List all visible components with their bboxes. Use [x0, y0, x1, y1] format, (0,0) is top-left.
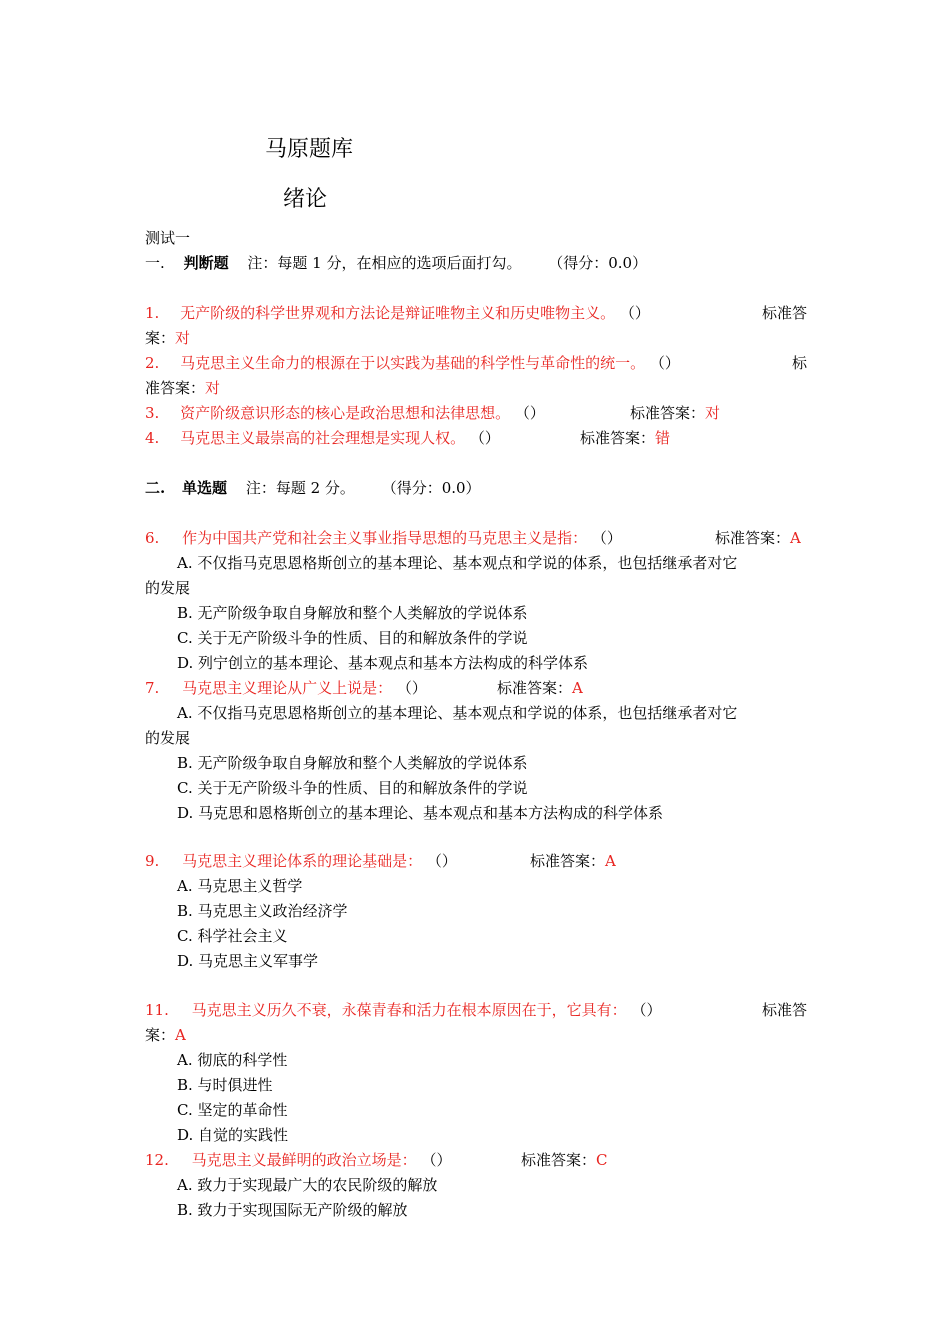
question-number: 9. [145, 852, 160, 870]
question-number: 3. [145, 404, 160, 422]
answer-label: 标准答案： [521, 1151, 597, 1169]
question-text: 马克思主义生命力的根源在于以实践为基础的科学性与革命性的统一。 [180, 354, 646, 372]
answer-label: 准答案： [145, 379, 206, 397]
answer-label: 案： [145, 329, 176, 347]
standard-answer: 对 [175, 329, 191, 347]
question-item [145, 353, 807, 373]
standard-answer: 错 [655, 429, 671, 447]
section-header-judgement [145, 253, 807, 273]
question-number: 7. [145, 679, 160, 697]
option-item: D. 列宁创立的基本理论、基本观点和基本方法构成的科学体系 [177, 654, 589, 672]
question-number: 1. [145, 304, 160, 322]
answer-label: 标准答案： [715, 529, 791, 547]
option-item: C. 关于无产阶级斗争的性质、目的和解放条件的学说 [177, 629, 528, 647]
answer-blank: （） [426, 852, 457, 870]
answer-label: 案： [145, 1026, 176, 1044]
option-item: A. 不仅指马克思恩格斯创立的基本理论、基本观点和学说的体系，也包括继承者对它 [177, 554, 738, 572]
standard-answer: C [596, 1151, 608, 1169]
question-item [145, 303, 807, 323]
chapter-title: 绪论 [283, 187, 328, 212]
section-note: 注：每题 2 分。 [245, 479, 355, 497]
section-number: 一. [145, 254, 165, 272]
question-text: 无产阶级的科学世界观和方法论是辩证唯物主义和历史唯物主义。 [180, 304, 616, 322]
question-item [145, 1000, 807, 1020]
option-item: A. 马克思主义哲学 [177, 877, 303, 895]
question-text: 马克思主义理论从广义上说是： [182, 679, 393, 697]
answer-label: 标准答案： [497, 679, 573, 697]
question-text: 马克思主义历久不衰，永葆青春和活力在根本原因在于，它具有： [191, 1001, 627, 1019]
answer-label: 标准答案： [630, 404, 706, 422]
option-item: C. 坚定的革命性 [177, 1101, 288, 1119]
answer-label: 标 [791, 354, 807, 372]
answer-blank: （） [591, 529, 622, 547]
question-item [145, 528, 807, 548]
standard-answer: A [572, 679, 583, 697]
question-item [145, 428, 807, 448]
answer-blank: （） [514, 404, 545, 422]
question-number: 4. [145, 429, 160, 447]
section-name: 判断题 [183, 254, 229, 272]
section-score: （得分：0.0） [381, 479, 481, 497]
option-continuation: 的发展 [145, 729, 191, 747]
option-item: D. 自觉的实践性 [177, 1126, 289, 1144]
option-item: B. 无产阶级争取自身解放和整个人类解放的学说体系 [177, 754, 528, 772]
option-item: A. 致力于实现最广大的农民阶级的解放 [177, 1176, 438, 1194]
section-number: 二. [145, 479, 166, 497]
standard-answer: 对 [205, 379, 221, 397]
answer-blank: （） [631, 1001, 662, 1019]
answer-label: 标准答案： [530, 852, 606, 870]
question-text: 作为中国共产党和社会主义事业指导思想的马克思主义是指： [182, 529, 588, 547]
question-item [145, 851, 807, 871]
option-item: A. 不仅指马克思恩格斯创立的基本理论、基本观点和学说的体系，也包括继承者对它 [177, 704, 738, 722]
question-text: 资产阶级意识形态的核心是政治思想和法律思想。 [180, 404, 511, 422]
question-answer-line [145, 1025, 807, 1045]
answer-label: 标准答 [761, 1001, 807, 1019]
standard-answer: 对 [705, 404, 721, 422]
question-item [145, 678, 807, 698]
standard-answer: A [605, 852, 616, 870]
answer-blank: （） [649, 354, 680, 372]
option-item: C. 科学社会主义 [177, 927, 288, 945]
option-item: D. 马克思主义军事学 [177, 952, 319, 970]
option-item: B. 马克思主义政治经济学 [177, 902, 348, 920]
option-item: A. 彻底的科学性 [177, 1051, 288, 1069]
standard-answer: A [175, 1026, 186, 1044]
question-number: 11. [145, 1001, 169, 1019]
option-item: C. 关于无产阶级斗争的性质、目的和解放条件的学说 [177, 779, 528, 797]
answer-blank: （） [396, 679, 427, 697]
option-item: D. 马克思和恩格斯创立的基本理论、基本观点和基本方法构成的科学体系 [177, 804, 664, 822]
test-label: 测试一 [145, 229, 191, 247]
question-number: 2. [145, 354, 160, 372]
question-text: 马克思主义理论体系的理论基础是： [182, 852, 423, 870]
question-answer-line [145, 378, 807, 398]
answer-blank: （） [421, 1151, 452, 1169]
question-text: 马克思主义最鲜明的政治立场是： [191, 1151, 417, 1169]
answer-label: 标准答 [761, 304, 807, 322]
question-number: 12. [145, 1151, 169, 1169]
option-item: B. 与时俱进性 [177, 1076, 273, 1094]
question-answer-line [145, 328, 807, 348]
standard-answer: A [790, 529, 801, 547]
answer-blank: （） [469, 429, 500, 447]
question-number: 6. [145, 529, 160, 547]
section-header-single-choice [145, 478, 807, 498]
option-item: B. 无产阶级争取自身解放和整个人类解放的学说体系 [177, 604, 528, 622]
section-note: 注：每题 1 分，在相应的选项后面打勾。 [247, 254, 522, 272]
question-item [145, 1150, 807, 1170]
section-score: （得分：0.0） [548, 254, 648, 272]
section-name: 单选题 [182, 479, 228, 497]
answer-blank: （） [619, 304, 650, 322]
answer-label: 标准答案： [580, 429, 656, 447]
option-continuation: 的发展 [145, 579, 191, 597]
option-item: B. 致力于实现国际无产阶级的解放 [177, 1201, 408, 1219]
question-item [145, 403, 807, 423]
question-text: 马克思主义最崇高的社会理想是实现人权。 [180, 429, 466, 447]
page-title: 马原题库 [265, 137, 354, 162]
